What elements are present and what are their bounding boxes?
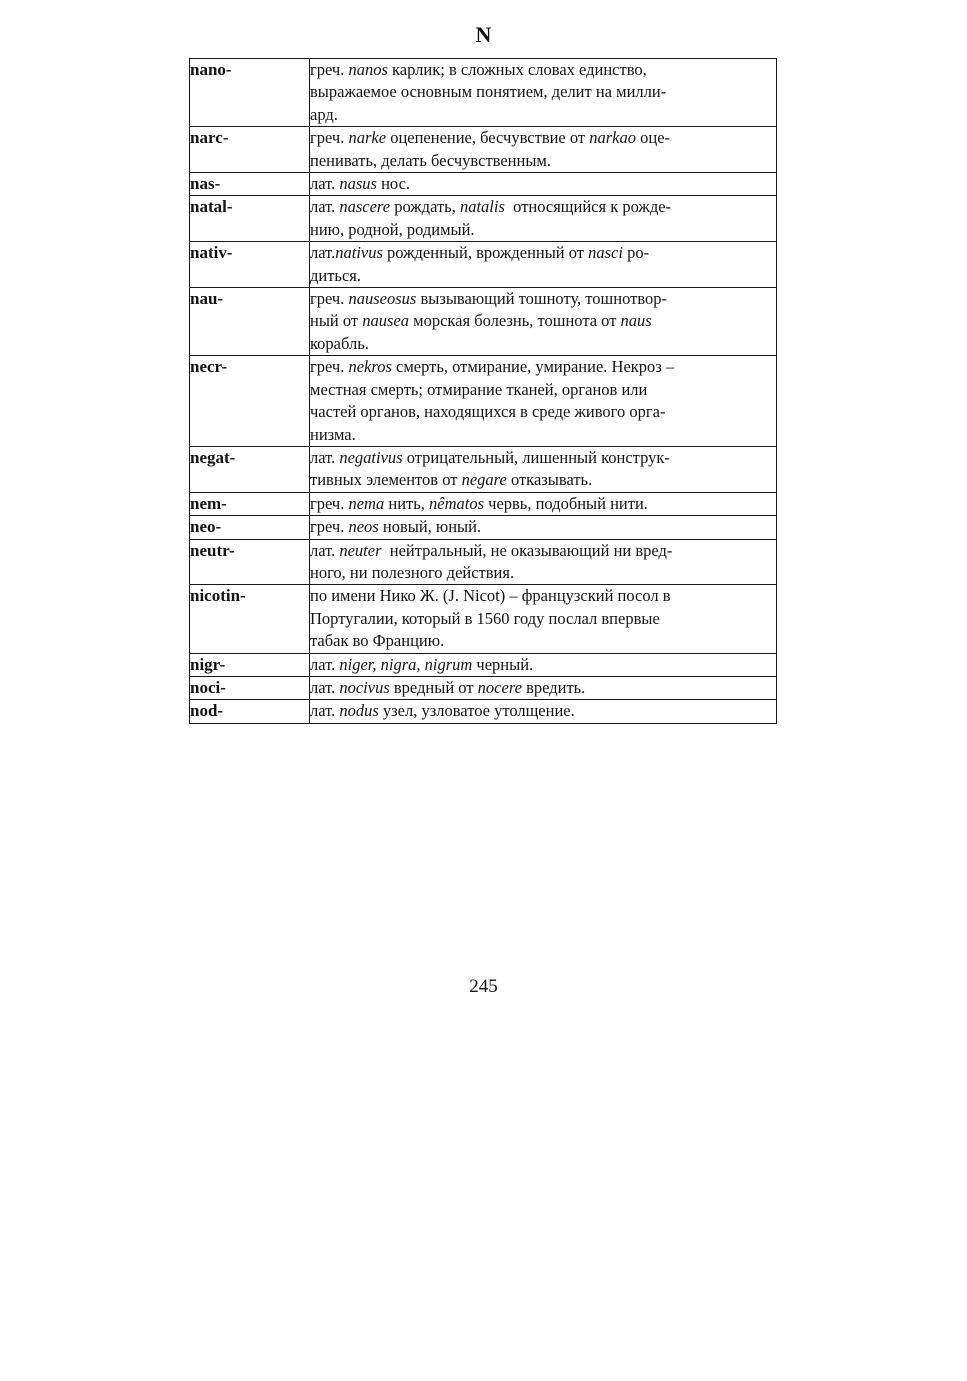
term-label: natal- <box>190 197 233 217</box>
term-label: nano- <box>190 60 232 79</box>
dictionary-row <box>190 127 777 173</box>
dictionary-row <box>190 585 777 653</box>
definition-line <box>310 173 776 195</box>
dictionary-row <box>190 676 777 699</box>
term-label: nativ- <box>190 243 233 263</box>
definition-segment: черный. <box>472 654 534 674</box>
definition-segment: новый, юный. <box>378 517 482 537</box>
latin-term: nêmatos <box>429 493 485 513</box>
dictionary-row <box>190 446 777 492</box>
dictionary-row <box>190 288 777 356</box>
term-label: nicotin- <box>190 586 246 606</box>
definition-cell <box>310 356 777 447</box>
definition-line <box>310 59 776 81</box>
term-label: nigr- <box>190 654 226 674</box>
latin-term: nanos <box>348 60 388 79</box>
definition-line <box>310 585 776 607</box>
definition-text <box>310 447 776 492</box>
definition-cell <box>310 539 777 585</box>
definition-text <box>310 59 776 126</box>
definition-segment: Португалии, который в 1560 году послал впервые <box>310 608 660 628</box>
definition-line <box>310 379 776 401</box>
definition-segment: вредить. <box>521 677 586 697</box>
definition-segment: местная смерть; отмирание тканей, органов или <box>310 379 648 399</box>
dictionary-row <box>190 356 777 447</box>
definition-line <box>310 608 776 630</box>
term-label: narc- <box>190 128 229 148</box>
definition-segment: пенивать, делать бесчувственным. <box>310 150 551 170</box>
definition-line <box>310 242 776 264</box>
definition-segment: лат. <box>310 701 340 721</box>
term-label: negat- <box>190 447 236 467</box>
definition-segment: частей органов, находящихся в среде живого орга- <box>310 402 666 422</box>
definition-line <box>310 288 776 310</box>
definition-line <box>310 447 776 469</box>
definition-line <box>310 493 776 515</box>
latin-term: negare <box>461 470 507 490</box>
definition-segment: нейтральный, не оказывающий ни вред- <box>381 540 673 560</box>
term-cell <box>190 173 310 196</box>
latin-term: nausea <box>362 311 409 331</box>
definition-line <box>310 424 776 446</box>
definition-line <box>310 310 776 332</box>
term-cell <box>190 288 310 356</box>
term-label: nem- <box>190 493 227 513</box>
term-label: nas- <box>190 174 221 194</box>
dictionary-row <box>190 653 777 676</box>
definition-line <box>310 81 776 103</box>
definition-line <box>310 104 776 126</box>
definition-text <box>310 585 776 652</box>
definition-cell <box>310 196 777 242</box>
definition-cell <box>310 700 777 723</box>
latin-term: negativus <box>339 447 403 467</box>
dictionary-row <box>190 196 777 242</box>
definition-segment: лат. <box>310 243 336 263</box>
term-cell <box>190 356 310 447</box>
term-cell <box>190 446 310 492</box>
dictionary-row <box>190 539 777 585</box>
definition-line <box>310 540 776 562</box>
definition-segment: выражаемое основным понятием, делит на милли- <box>310 82 667 102</box>
definition-line <box>310 333 776 355</box>
term-label: necr- <box>190 357 228 377</box>
latin-term: narke <box>348 128 387 148</box>
latin-term: neos <box>348 517 379 537</box>
definition-line <box>310 401 776 423</box>
term-cell <box>190 700 310 723</box>
definition-segment: нос. <box>376 174 411 194</box>
latin-term: naus <box>620 311 652 331</box>
latin-term: nauseosus <box>348 289 417 309</box>
definition-cell <box>310 446 777 492</box>
definition-segment: низма. <box>310 424 356 444</box>
definition-segment: смерть, отмирание, умирание. Некроз – <box>391 357 675 377</box>
definition-line <box>310 196 776 218</box>
latin-term: nativus <box>335 243 383 263</box>
term-cell <box>190 676 310 699</box>
term-cell <box>190 585 310 653</box>
term-cell <box>190 539 310 585</box>
latin-term: nascere <box>339 197 391 217</box>
definition-segment: относящийся к рожде- <box>504 197 672 217</box>
definition-text <box>310 700 776 722</box>
latin-term: nocere <box>477 677 522 697</box>
term-label: nod- <box>190 701 224 721</box>
definition-text <box>310 540 776 585</box>
definition-line <box>310 265 776 287</box>
definition-cell <box>310 585 777 653</box>
latin-term: natalis <box>459 197 505 217</box>
definition-segment: тивных элементов от <box>310 470 462 490</box>
definition-line <box>310 127 776 149</box>
latin-term: niger, nigra, nigrum <box>339 654 473 674</box>
definition-text <box>310 173 776 195</box>
definition-cell <box>310 516 777 539</box>
dictionary-row <box>190 59 777 127</box>
definition-segment: ард. <box>310 104 338 124</box>
latin-term: nocivus <box>339 677 390 697</box>
definition-segment: оце- <box>636 128 671 148</box>
dictionary-row <box>190 492 777 515</box>
definition-cell <box>310 676 777 699</box>
definition-segment: рождать, <box>390 197 460 217</box>
definition-segment: ро- <box>622 243 650 263</box>
term-label: noci- <box>190 677 226 697</box>
definition-segment: лат. <box>310 540 340 560</box>
definition-line <box>310 150 776 172</box>
page-letter-heading: N <box>475 22 492 47</box>
definition-segment: лат. <box>310 447 340 467</box>
term-cell <box>190 492 310 515</box>
definition-line <box>310 356 776 378</box>
term-cell <box>190 242 310 288</box>
page-number: 245 <box>469 976 498 997</box>
definition-line <box>310 562 776 584</box>
latin-term: narkao <box>589 128 637 148</box>
dictionary-row <box>190 700 777 723</box>
definition-segment: лат. <box>310 677 340 697</box>
definition-cell <box>310 288 777 356</box>
definition-line <box>310 654 776 676</box>
definition-segment: лат. <box>310 197 340 217</box>
dictionary-row <box>190 242 777 288</box>
definition-segment: табак во Францию. <box>310 631 445 651</box>
definition-text <box>310 242 776 287</box>
definition-segment: оцепенение, бесчувствие от <box>386 128 590 148</box>
definition-text <box>310 516 776 538</box>
definition-segment: греч. <box>310 493 349 513</box>
definition-segment: рожденный, врожденный от <box>382 243 589 263</box>
definition-segment: отказывать. <box>506 470 593 490</box>
term-cell <box>190 127 310 173</box>
definition-text <box>310 356 776 446</box>
definition-segment: морская болезнь, тошнота от <box>409 311 621 331</box>
definition-line <box>310 516 776 538</box>
definition-segment: по имени Нико Ж. (J. Nicot) – французский посол в <box>310 586 671 606</box>
definition-segment: вызывающий тошноту, тошнотвор- <box>416 289 667 309</box>
definition-cell <box>310 173 777 196</box>
definition-segment: лат. <box>310 654 340 674</box>
definition-cell <box>310 242 777 288</box>
definition-segment: греч. <box>310 517 349 537</box>
definition-segment: нить, <box>384 493 430 513</box>
definition-segment: корабль. <box>310 333 369 353</box>
definition-segment: вредный от <box>389 677 478 697</box>
definition-segment: ный от <box>310 311 363 331</box>
latin-term: nasus <box>339 174 377 194</box>
definition-cell <box>310 127 777 173</box>
term-label: neutr- <box>190 540 235 560</box>
term-cell <box>190 59 310 127</box>
definition-segment: диться. <box>310 265 361 285</box>
term-label: nau- <box>190 289 224 309</box>
latin-term: nema <box>348 493 385 513</box>
definition-segment: греч. <box>310 60 349 79</box>
definition-segment: нию, родной, родимый. <box>310 219 475 239</box>
definition-segment: отрицательный, лишенный конструк- <box>402 447 670 467</box>
term-cell <box>190 653 310 676</box>
definition-line <box>310 677 776 699</box>
definition-segment: ного, ни полезного действия. <box>310 562 515 582</box>
definition-cell <box>310 653 777 676</box>
latin-term: nodus <box>339 701 379 721</box>
definition-segment: греч. <box>310 128 349 148</box>
definition-text <box>310 196 776 241</box>
term-cell <box>190 196 310 242</box>
definition-cell <box>310 59 777 127</box>
definition-segment: лат. <box>310 174 340 194</box>
dictionary-table-body <box>190 59 777 724</box>
definition-segment: греч. <box>310 289 349 309</box>
latin-term: nekros <box>348 357 392 377</box>
dictionary-table <box>189 58 777 724</box>
dictionary-row <box>190 173 777 196</box>
definition-segment: греч. <box>310 357 349 377</box>
latin-term: neuter <box>339 540 382 560</box>
definition-cell <box>310 492 777 515</box>
definition-text <box>310 677 776 699</box>
definition-segment: узел, узловатое утолщение. <box>378 701 575 721</box>
definition-text <box>310 288 776 355</box>
definition-line <box>310 700 776 722</box>
definition-text <box>310 654 776 676</box>
dictionary-row <box>190 516 777 539</box>
definition-text <box>310 127 776 172</box>
definition-line <box>310 630 776 652</box>
term-label: neo- <box>190 517 222 537</box>
definition-line <box>310 469 776 491</box>
latin-term: nasci <box>588 243 623 263</box>
definition-line <box>310 219 776 241</box>
term-cell <box>190 516 310 539</box>
definition-text <box>310 493 776 515</box>
definition-segment: карлик; в сложных словах единство, <box>387 60 647 79</box>
definition-segment: червь, подобный нити. <box>484 493 648 513</box>
